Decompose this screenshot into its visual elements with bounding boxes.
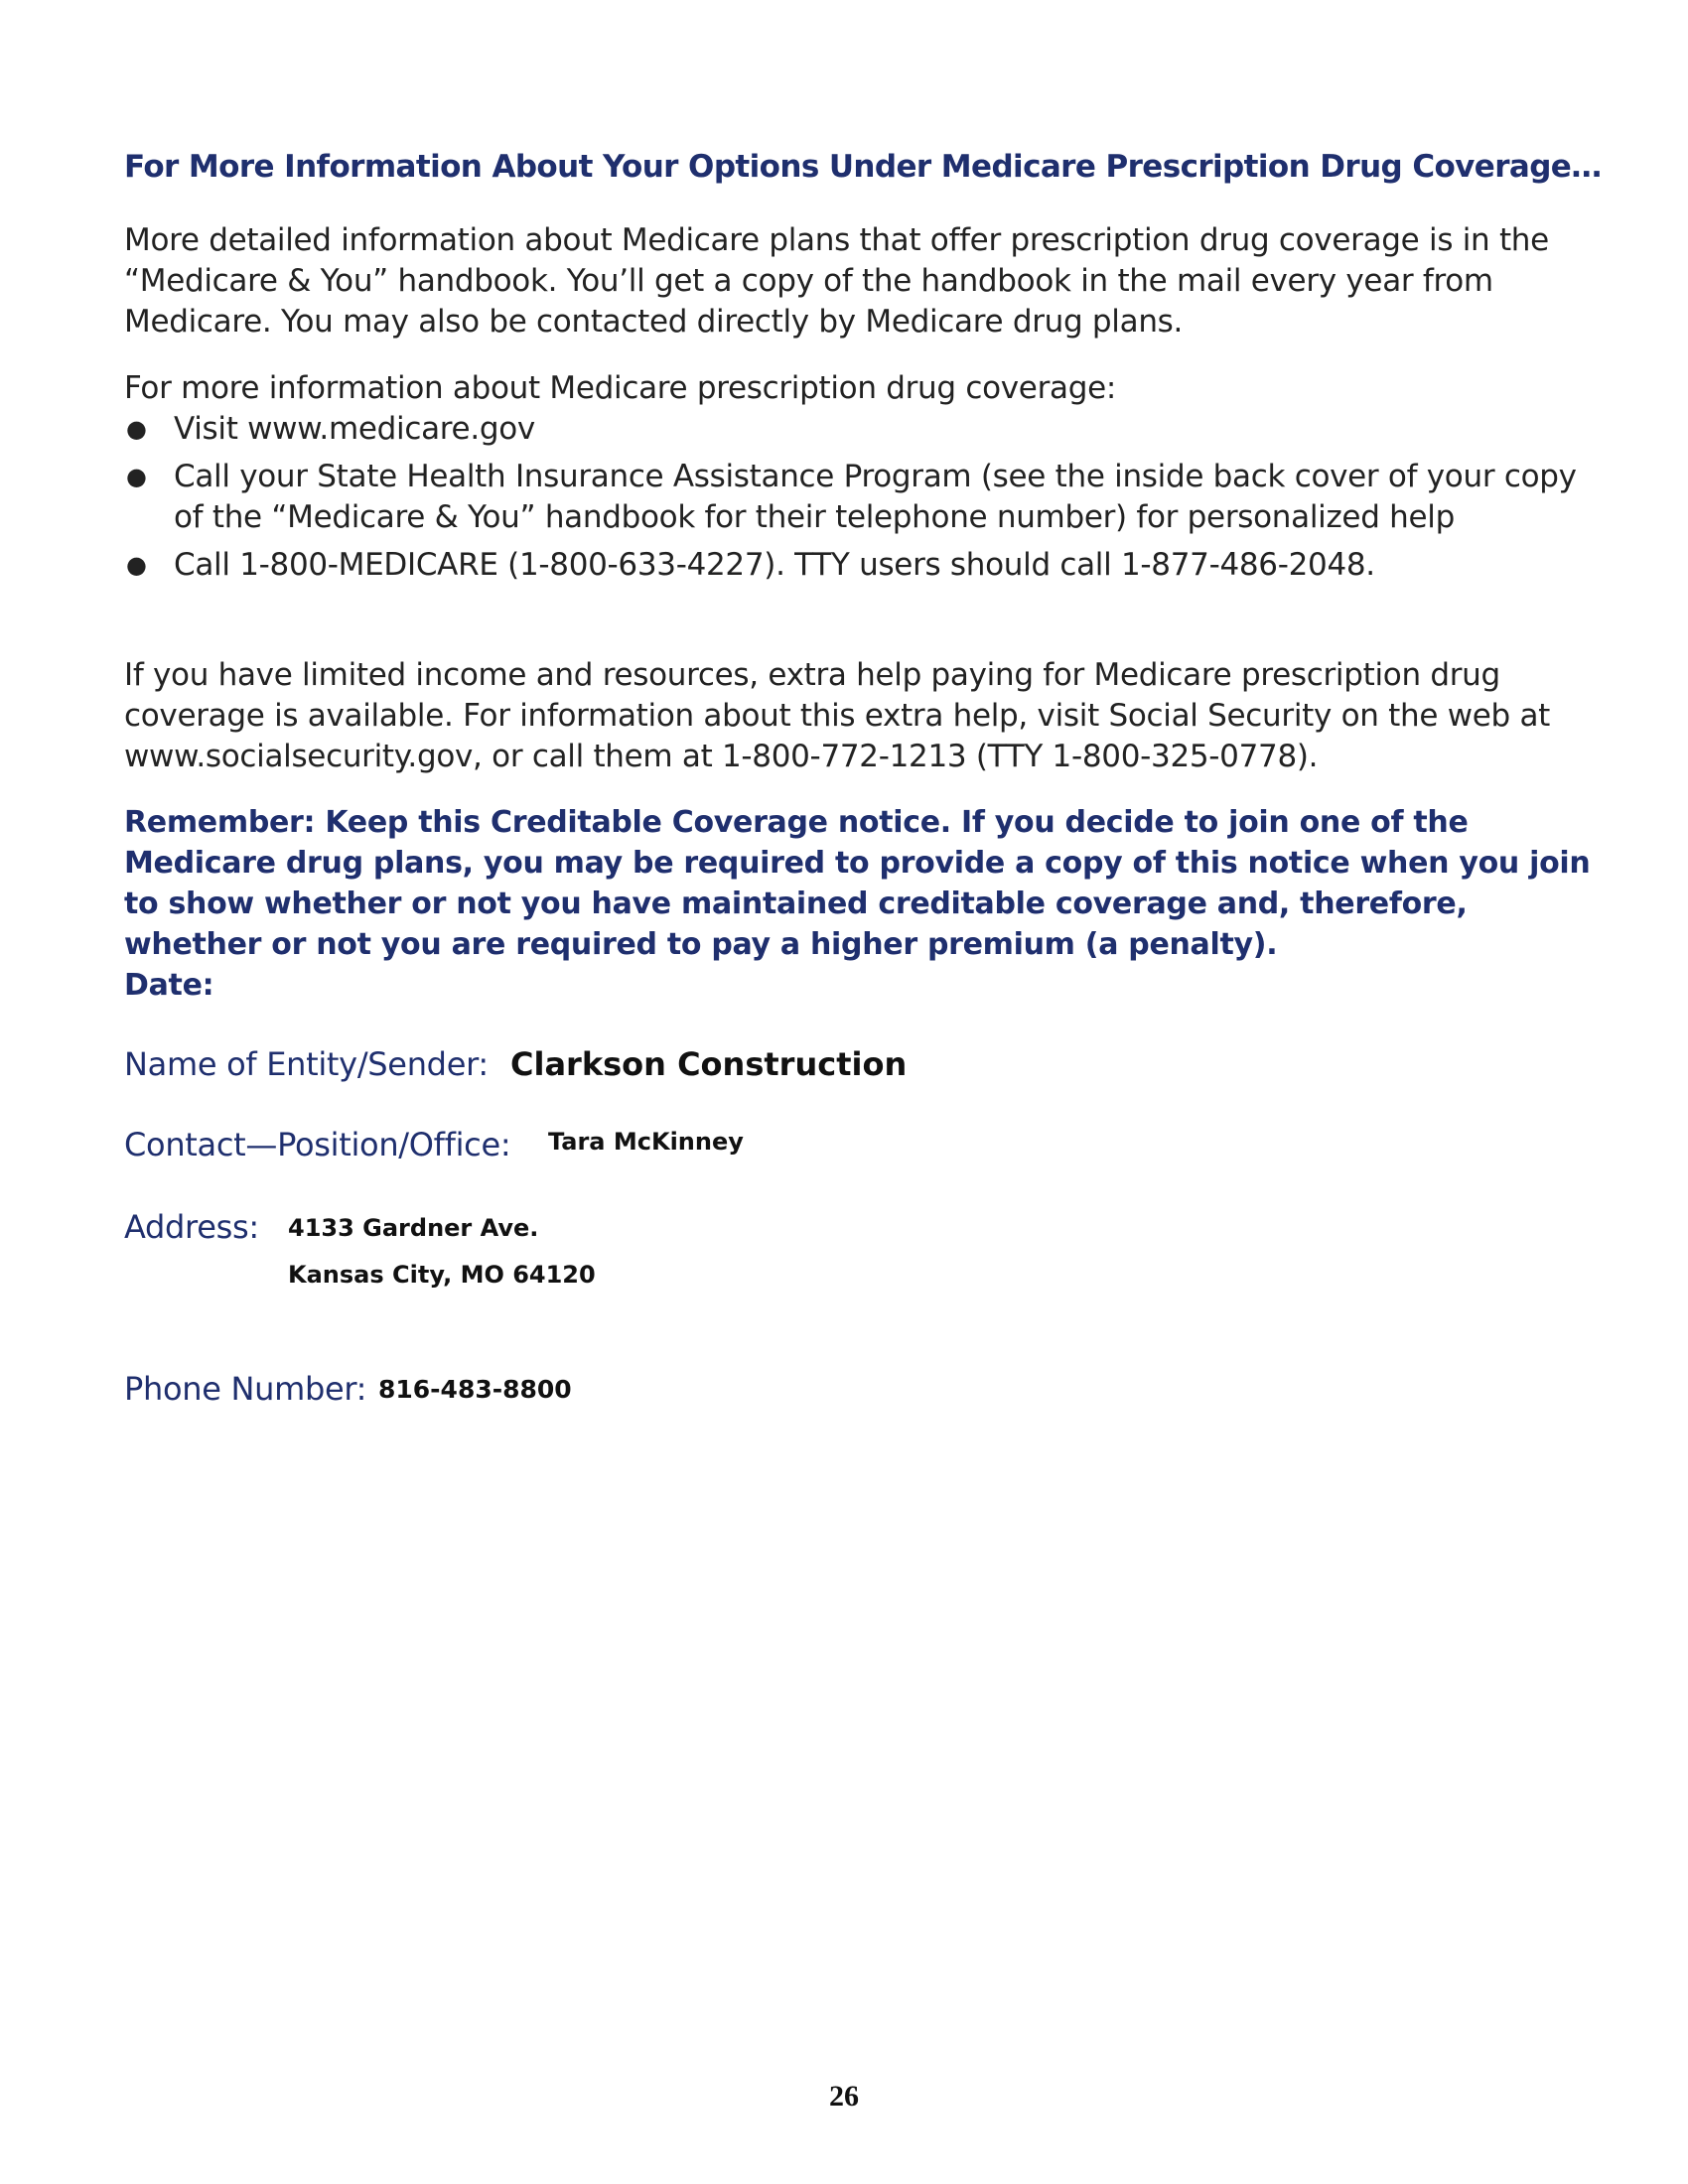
bullet-icon: ● (126, 551, 147, 579)
extra-help-paragraph: If you have limited income and resources, extra help paying for Medicare prescription drug coverage is available. For information about this extra help, visit Social Security on the web at www.socialsecurity.gov, or call them at 1-800-772-1213 (TTY 1-800-325-0778). (124, 657, 1550, 774)
contact-value: Tara McKinney (548, 1128, 744, 1156)
list-item (124, 457, 1594, 538)
remember-notice (124, 802, 1594, 1006)
list-item (124, 409, 1594, 450)
remember-text: Remember: Keep this Creditable Coverage notice. If you decide to join one of the Medicare drug plans, you may be required to provide a copy of this notice when you join to show whether or not you have maintained creditable coverage and, therefore, whether or not you are required to pay a higher premium (a penalty). (124, 805, 1591, 962)
bullet-icon: ● (126, 463, 147, 490)
contact-label: Contact—Position/Office: (124, 1126, 511, 1163)
entity-value: Clarkson Construction (510, 1045, 908, 1083)
more-info-intro: For more information about Medicare prescription drug coverage: (124, 370, 1116, 406)
section-heading: For More Information About Your Options Under Medicare Prescription Drug Coverage… (124, 149, 1602, 185)
phone-value: 816-483-8800 (378, 1375, 572, 1404)
list-item (124, 545, 1594, 586)
phone-label: Phone Number: (124, 1370, 367, 1408)
list-item-text: Call your State Health Insurance Assistance Program (see the inside back cover of your copy of the “Medicare & You” handbook for their telephone number) for personalized help (174, 459, 1577, 535)
list-item-text: Call 1-800-MEDICARE (1-800-633-4227). TTY users should call 1-877-486-2048. (174, 547, 1375, 583)
address-line-2: Kansas City, MO 64120 (288, 1261, 596, 1289)
date-label: Date: (124, 968, 214, 1003)
handbook-paragraph: More detailed information about Medicare plans that offer prescription drug coverage is in the “Medicare & You” handbook. You’ll get a copy of the handbook in the mail every year from Medicare. You may also be contacted directly by Medicare drug plans. (124, 222, 1549, 340)
bullet-icon: ● (126, 415, 147, 443)
page-number: 26 (829, 2080, 859, 2113)
list-item-text: Visit www.medicare.gov (174, 411, 535, 447)
entity-label: Name of Entity/Sender: (124, 1045, 489, 1083)
more-info-list (124, 409, 1594, 593)
address-line-1: 4133 Gardner Ave. (288, 1214, 539, 1242)
address-label: Address: (124, 1208, 259, 1246)
